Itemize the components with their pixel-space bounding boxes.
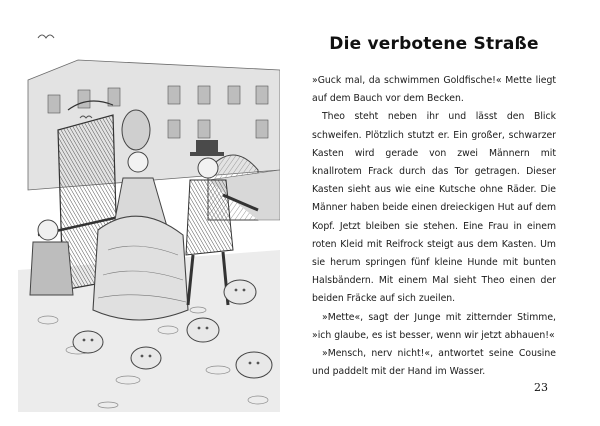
paragraph: »Guck mal, da schwimmen Goldfische!« Mette liegt auf dem Bauch vor dem Becken. <box>312 75 556 105</box>
text-page <box>312 34 556 404</box>
chapter-title: Die verbotene Straße <box>329 34 539 54</box>
page-number: 23 <box>534 381 548 394</box>
pencil-illustration <box>18 20 280 412</box>
paragraph: »Mensch, nerv nicht!«, antwortet seine Cousine und paddelt mit der Hand im Wasser. <box>312 348 556 378</box>
paragraph: »Mette«, sagt der Junge mit zitternder Stimme, »ich glaube, es ist besser, wenn wir jetzt abhauen!« <box>312 311 556 341</box>
illustration-svg <box>18 20 280 412</box>
paragraph: Theo steht neben ihr und lässt den Blick schweifen. Plötzlich stutzt er. Ein großer, schwarzer Kasten wird gerade von zwei Männern mit knallrotem Frack durch das Tor getragen. Dieser Kasten sieht aus wie eine Kutsche ohne Räder. Die Männer haben beide einen dreieckigen Hut auf dem Kopf. Jetzt bleiben sie stehen. Eine Frau in einem roten Kleid mit Reifrock steigt aus dem Kasten. Um sie herum springen fünf kleine Hunde mit bunten Halsbändern. Mit einem Mal sieht Theo einen der beiden Fräcke auf sich zueilen. <box>312 111 556 305</box>
